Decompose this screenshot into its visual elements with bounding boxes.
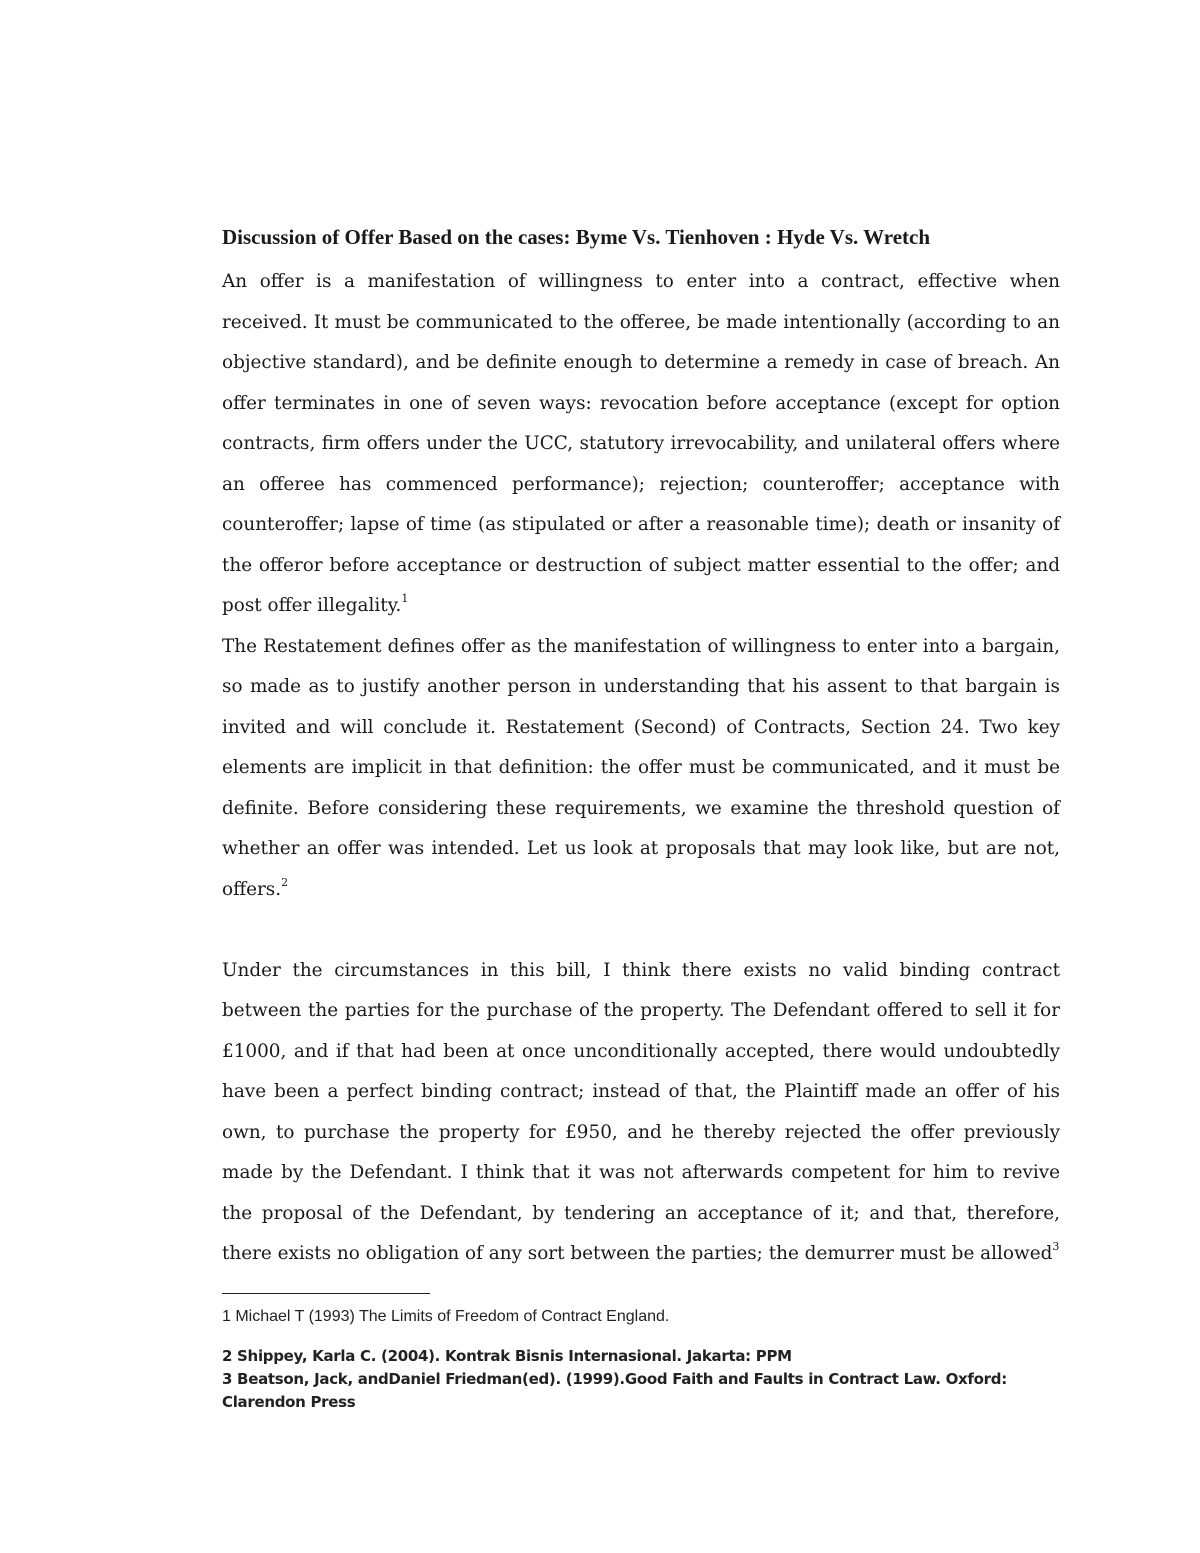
paragraph-text: The Restatement defines offer as the manifestation of willingness to enter into a bargain, so made as to justify another person in understanding that his assent to that bargain is invited and will conclude it. Restatement (Second) of Contracts, Section 24. Two key elements are implicit in that definition: the offer must be communicated, and it must be definite. Before considering these requirements, we examine the threshold question of whether an offer was intended. Let us look at proposals that may look like, but are not, offers.	[222, 635, 1060, 900]
paragraph-text: An offer is a manifestation of willingness to enter into a contract, effective when received. It must be communicated to the offeree, be made intentionally (according to an objective standard), and be definite enough to determine a remedy in case of breach. An offer terminates in one of seven ways: revocation before acceptance (except for option contracts, firm offers under the UCC, statutory irrevocability, and unilateral offers where an offeree has commenced performance); rejection; counteroffer; acceptance with counteroffer; lapse of time (as stipulated or after a reasonable time); death or insanity of the offeror before acceptance or destruction of subject matter essential to the offer; and post offer illegality.	[222, 271, 1060, 616]
footnote-2: 2 Shippey, Karla C. (2004). Kontrak Bisnis Internasional. Jakarta: PPM	[222, 1347, 792, 1365]
document-body	[222, 222, 1060, 1275]
footnote-1: 1 Michael T (1993) The Limits of Freedom of Contract England.	[222, 1308, 670, 1325]
paragraph-text: Under the circumstances in this bill, I think there exists no valid binding contract between the parties for the purchase of the property. The Defendant offered to sell it for £1000, and if that had been at once unconditionally accepted, there would undoubtedly have been a perfect binding contract; instead of that, the Plaintiff made an offer of his own, to purchase the property for £950, and he thereby rejected the offer previously made by the Defendant. I think that it was not afterwards competent for him to revive the proposal of the Defendant, by tendering an acceptance of it; and that, therefore, there exists no obligation of any sort between the parties; the demurrer must be allowed	[222, 959, 1060, 1264]
paragraph-offer-definition	[222, 262, 1060, 627]
footnote-ref-3: 3	[1052, 1240, 1060, 1253]
paragraph-restatement	[222, 627, 1060, 911]
footnote-ref-1: 1	[401, 592, 409, 605]
footnote-3: 3 Beatson, Jack, andDaniel Friedman(ed). (1999).Good Faith and Faults in Contract Law. Oxford: Clarendon Press	[222, 1370, 1007, 1411]
paragraph-circumstances	[222, 951, 1060, 1275]
paragraph-spacer	[222, 910, 1060, 951]
footnote-separator	[222, 1293, 430, 1294]
footnote-ref-2: 2	[281, 875, 289, 889]
document-title: Discussion of Offer Based on the cases: Byme Vs. Tienhoven : Hyde Vs. Wretch	[222, 225, 931, 249]
